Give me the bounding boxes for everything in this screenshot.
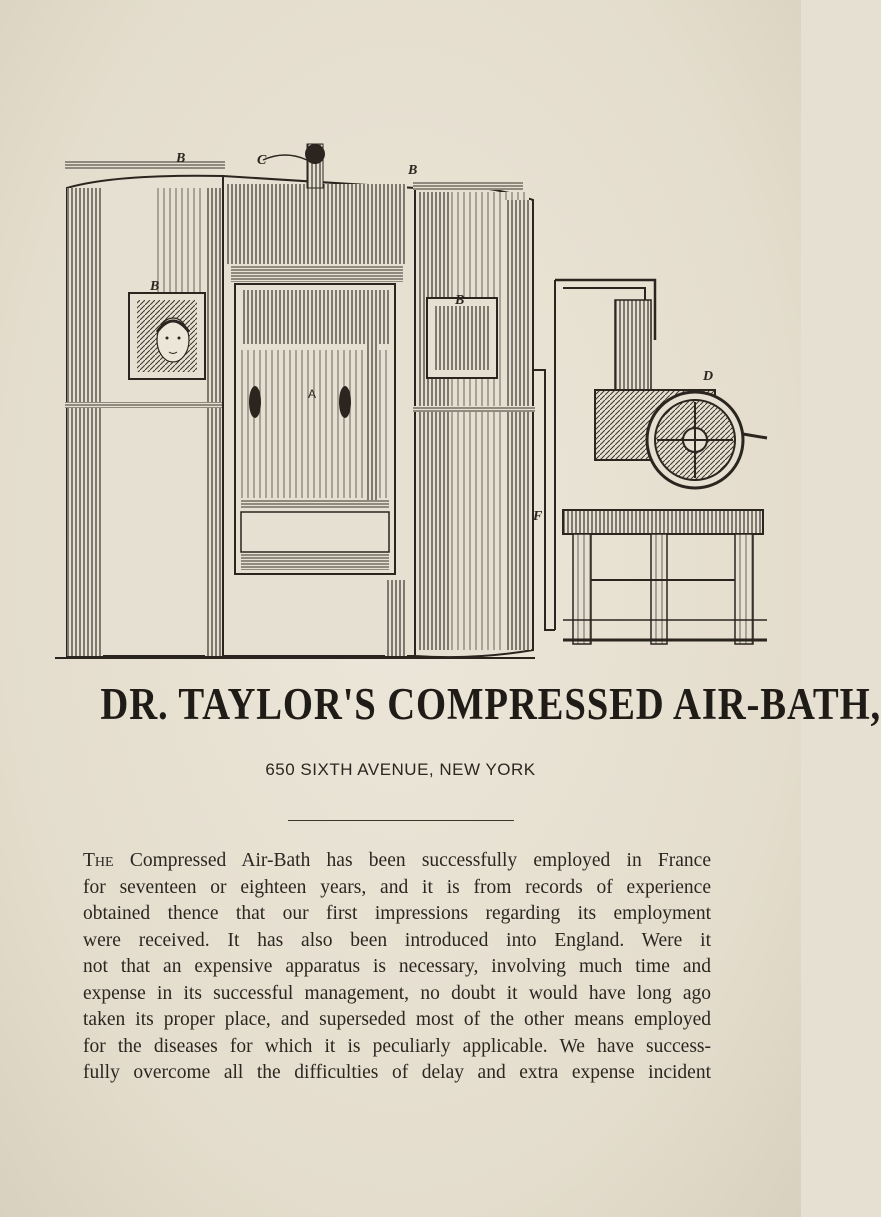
address-line: 650 SIXTH AVENUE, NEW YORK <box>265 760 536 779</box>
label-d: D <box>703 369 714 384</box>
body-line: expense in its successful management, no doubt it would have long ago <box>83 982 711 1004</box>
label-c: C <box>257 153 267 168</box>
divider-rule <box>288 820 514 821</box>
body-line: obtained thence that our first impressions regarding its employment <box>83 903 711 924</box>
label-f: F <box>533 509 543 524</box>
body-line: for seventeen or eighteen years, and it is from records of experience <box>83 876 711 898</box>
body-line: for the diseases for which it is peculiarly applicable. We have success- <box>83 1035 711 1057</box>
label-a: A <box>308 387 317 401</box>
body-line <box>83 848 711 875</box>
body-line: were received. It has also been introduced into England. Were it <box>83 929 711 951</box>
label-b-top-right: B <box>408 163 418 178</box>
body-line: taken its proper place, and superseded most of the other means employed <box>83 1009 711 1030</box>
left-chamber <box>65 160 225 656</box>
body-line: not that an expensive apparatus is necessary, involving much time and <box>83 956 711 977</box>
body-line-text: Compressed Air-Bath has been successfully employed in France <box>113 850 711 871</box>
label-b-top-left: B <box>176 151 186 166</box>
air-pump <box>563 300 767 644</box>
page-title: DR. TAYLOR'S COMPRESSED AIR-BATH, <box>100 679 881 729</box>
label-b-right-window: B <box>455 293 465 308</box>
label-b-left-window: B <box>150 279 160 294</box>
lead-word: The <box>83 850 114 871</box>
air-bath-engraving <box>55 140 770 670</box>
body-line: fully overcome all the difficulties of delay and extra expense incident <box>83 1062 711 1083</box>
right-chamber <box>413 182 535 657</box>
body-paragraph <box>83 848 711 1087</box>
central-chamber <box>223 144 418 656</box>
